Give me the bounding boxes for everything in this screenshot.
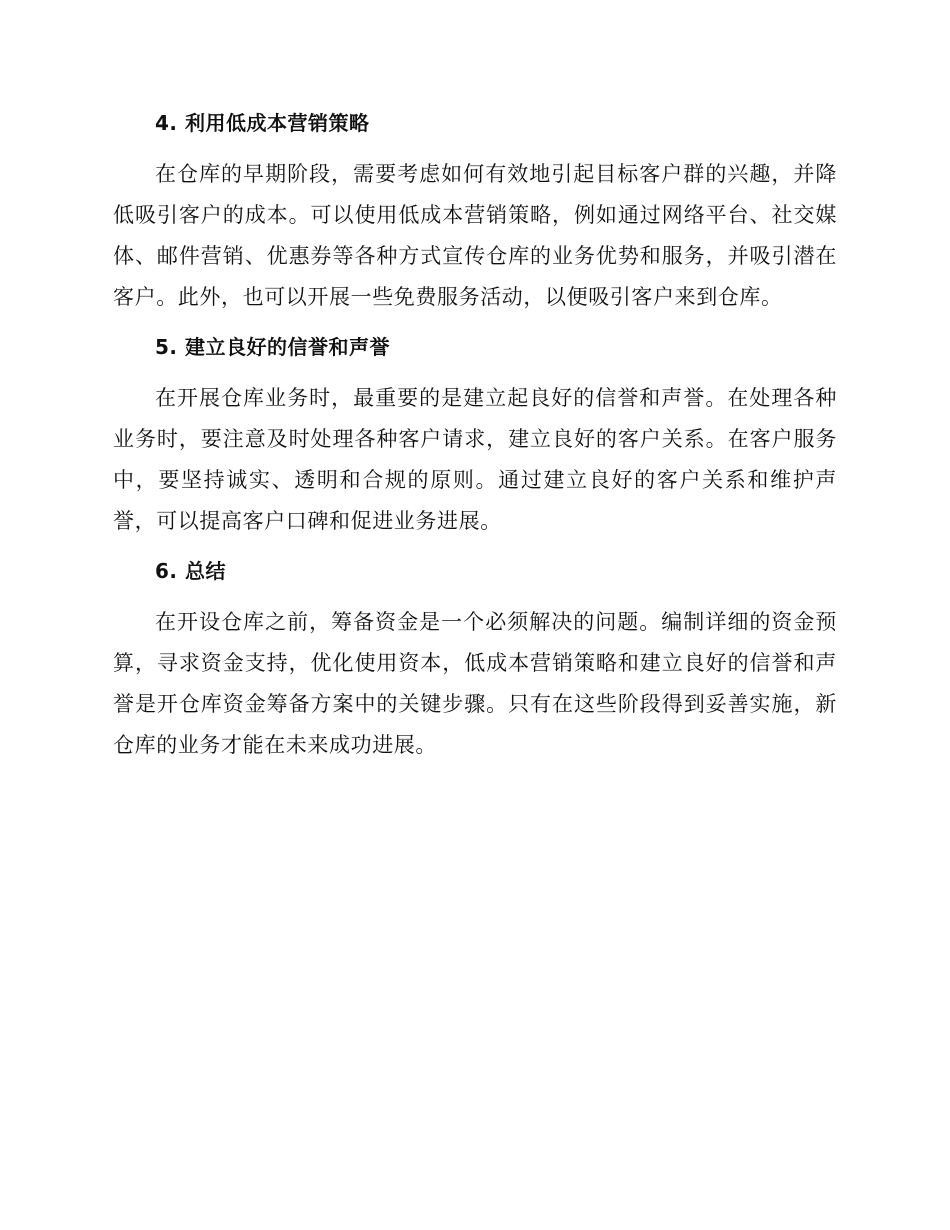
section-6 [113, 556, 837, 766]
section-4 [113, 108, 837, 318]
section-paragraph: 在开设仓库之前，筹备资金是一个必须解决的问题。编制详细的资金预算，寻求资金支持，优化使用资本，低成本营销策略和建立良好的信誉和声誉是开仓库资金筹备方案中的关键步骤。只有在这些阶段得到妥善实施，新仓库的业务才能在未来成功进展。 [113, 610, 837, 757]
section-paragraph: 在开展仓库业务时，最重要的是建立起良好的信誉和声誉。在处理各种业务时，要注意及时处理各种客户请求，建立良好的客户关系。在客户服务中，要坚持诚实、透明和合规的原则。通过建立良好的客户关系和维护声誉，可以提高客户口碑和促进业务进展。 [113, 386, 837, 533]
section-5 [113, 332, 837, 542]
section-heading: 5. 建立良好的信誉和声誉 [155, 335, 390, 359]
section-paragraph: 在仓库的早期阶段，需要考虑如何有效地引起目标客户群的兴趣，并降低吸引客户的成本。可以使用低成本营销策略，例如通过网络平台、社交媒体、邮件营销、优惠券等各种方式宣传仓库的业务优势和服务，并吸引潜在客户。此外，也可以开展一些免费服务活动，以便吸引客户来到仓库。 [113, 162, 837, 309]
document-page [113, 108, 837, 780]
section-heading: 4. 利用低成本营销策略 [155, 111, 370, 135]
section-heading: 6. 总结 [155, 559, 226, 583]
